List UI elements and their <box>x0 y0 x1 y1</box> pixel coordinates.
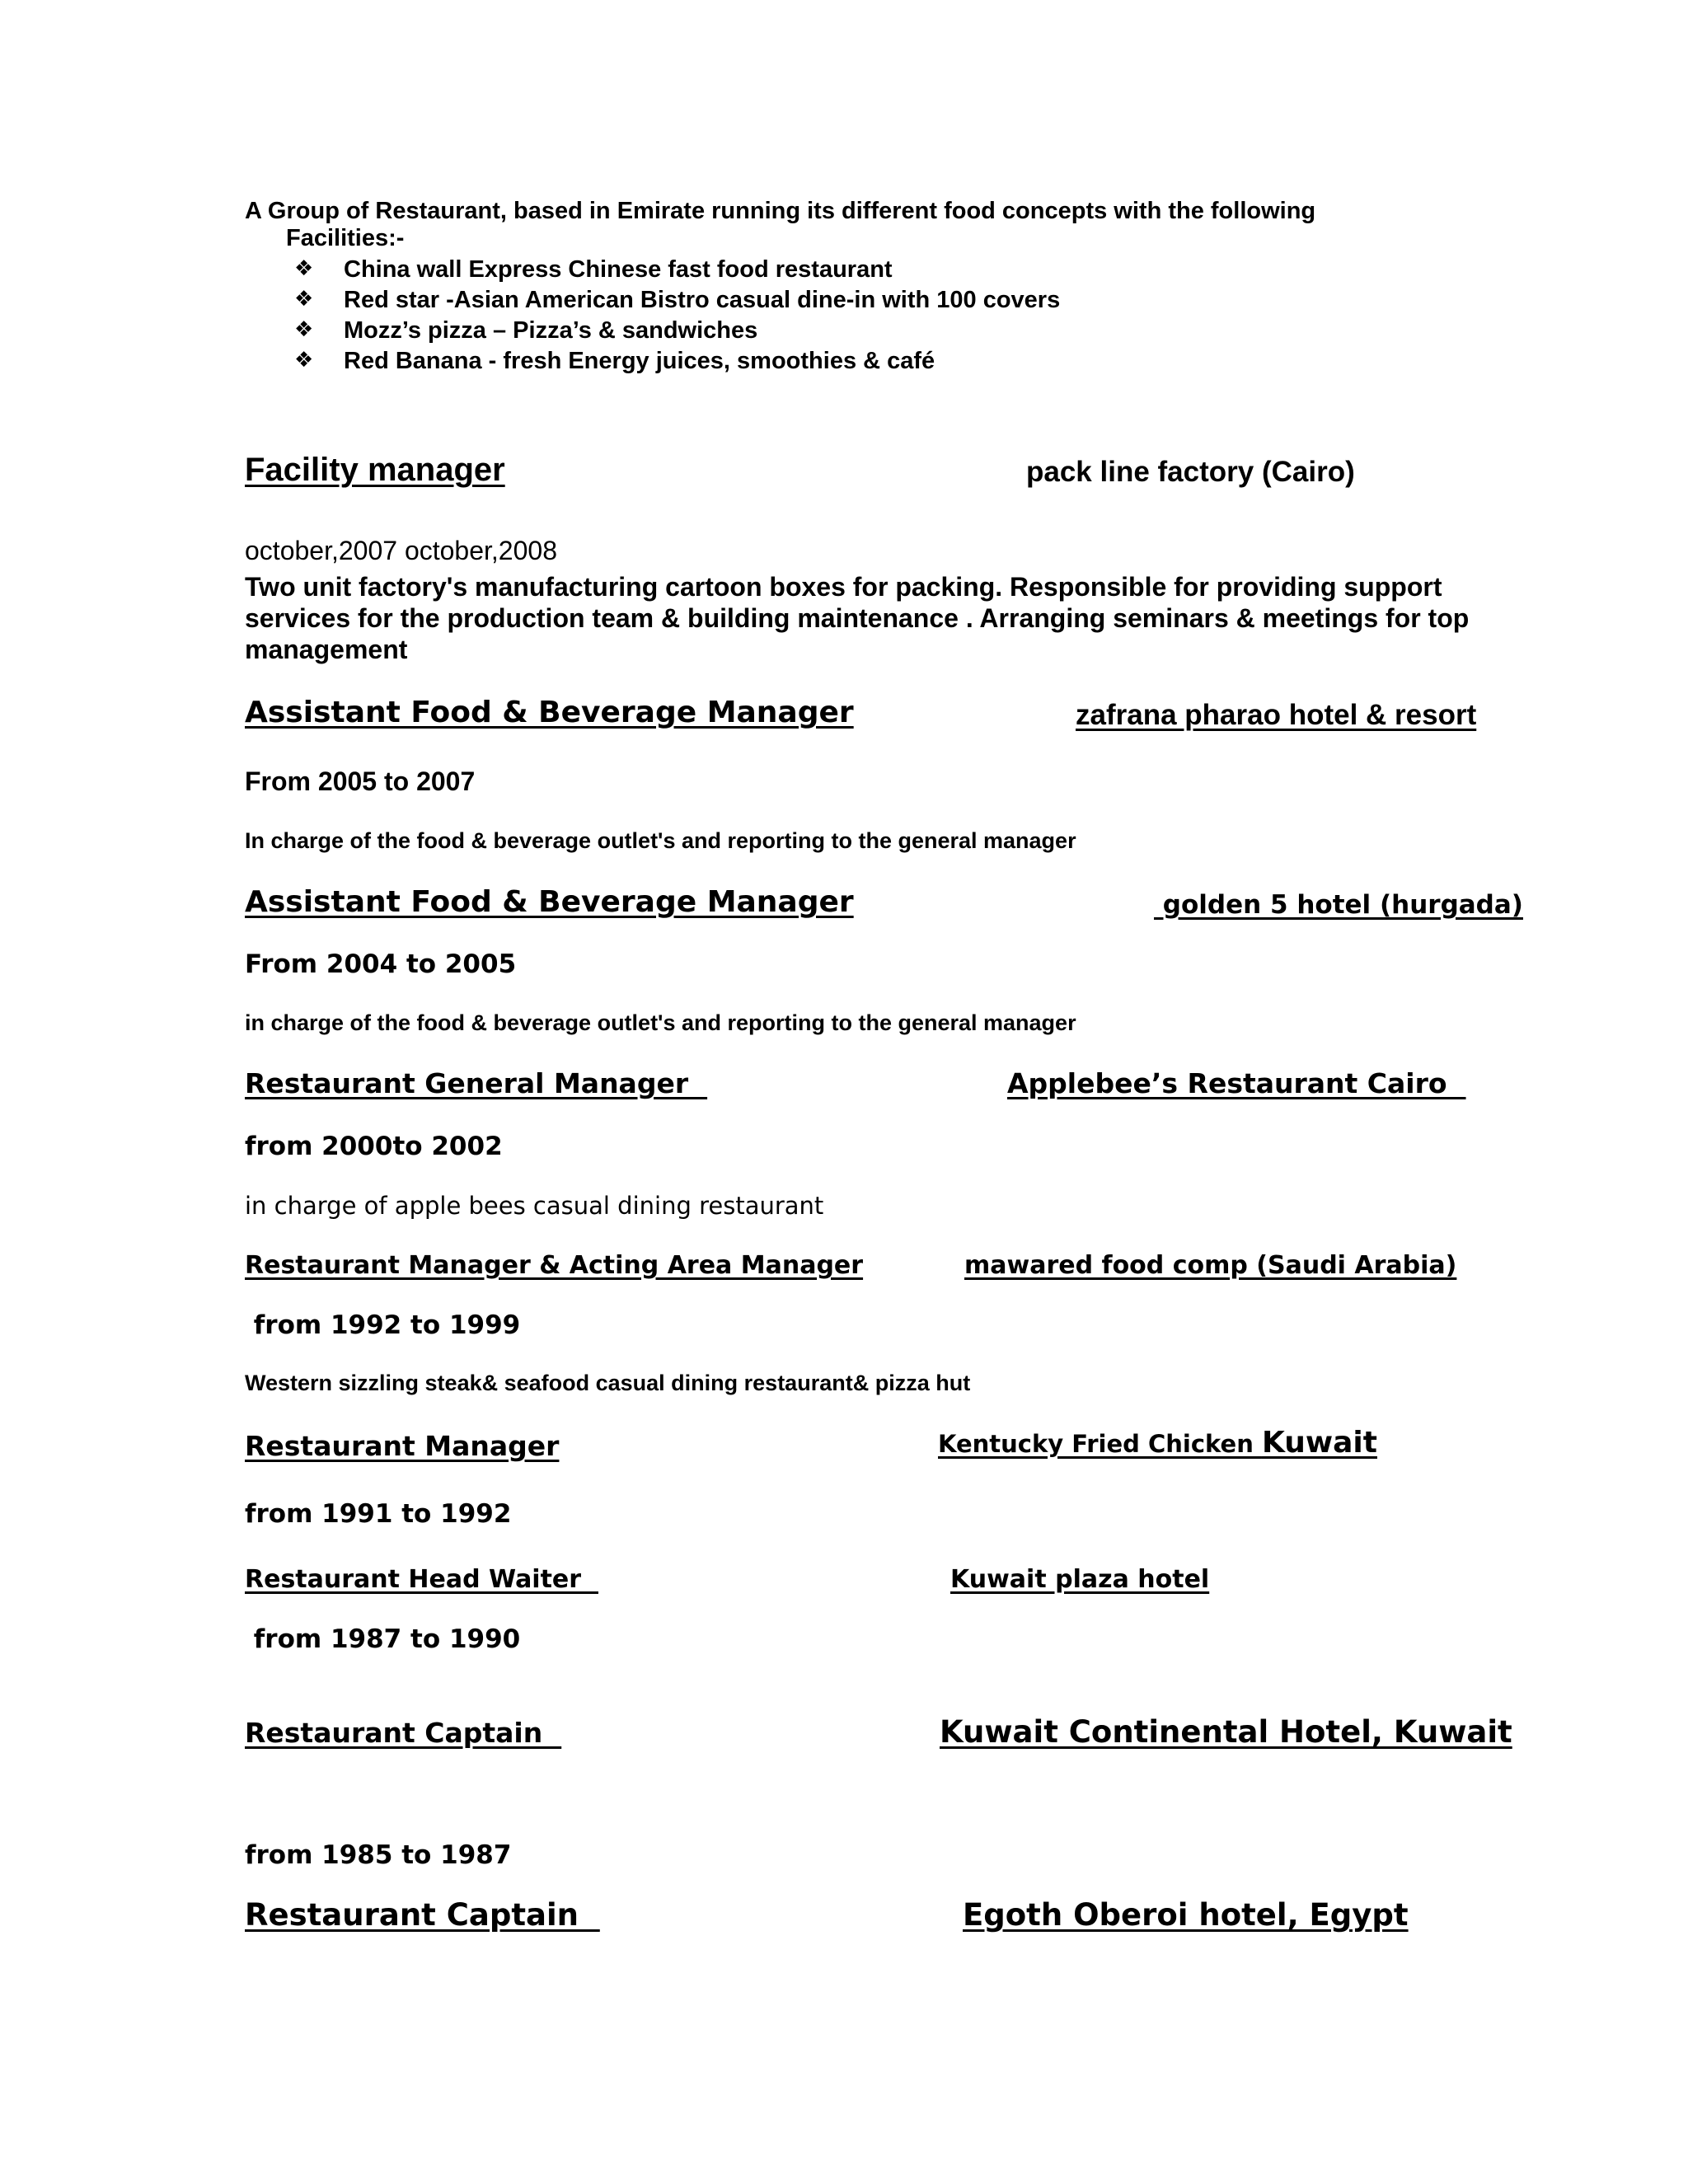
job-dates: from 1992 to 1999 <box>245 1310 521 1340</box>
job-company: Applebee’s Restaurant Cairo <box>1007 1067 1466 1099</box>
job-title: Facility manager <box>245 452 505 488</box>
intro-line: A Group of Restaurant, based in Emirate running its different food concepts with the following <box>245 198 1316 224</box>
job-dates: from 1991 to 1992 <box>245 1499 512 1529</box>
job-title: Restaurant Manager & Acting Area Manager <box>245 1251 864 1280</box>
job-description: Two unit factory's manufacturing cartoon boxes for packing. Responsible for providing support services for the production team & building maintenance . Arranging seminars & meetings for top management <box>245 572 1470 664</box>
job-description: in charge of the food & beverage outlet's and reporting to the general manager <box>245 1010 1076 1035</box>
job-company: Kuwait Continental Hotel, Kuwait <box>940 1714 1512 1750</box>
job-description: in charge of apple bees casual dining restaurant <box>245 1192 824 1220</box>
diamond-bullet-icon: ❖ <box>294 287 314 312</box>
job-description: Western sizzling steak& seafood casual dining restaurant& pizza hut <box>245 1371 971 1395</box>
company-name: Kentucky Fried Chicken <box>938 1430 1262 1458</box>
job-company <box>938 1428 1377 1458</box>
facility-name: Red star -Asian American Bistro casual dine-in with 100 covers <box>344 287 1061 313</box>
job-dates: From 2004 to 2005 <box>245 949 517 979</box>
company-location: Kuwait <box>1261 1426 1377 1460</box>
facility-name: Red Banana - fresh Energy juices, smoothies & café <box>344 348 935 374</box>
job-company: mawared food comp (Saudi Arabia) <box>964 1251 1457 1280</box>
job-title: Restaurant Captain <box>245 1897 600 1933</box>
job-title: Assistant Food & Beverage Manager <box>245 696 854 729</box>
job-title: Restaurant Head Waiter <box>245 1565 598 1594</box>
job-title: Restaurant Manager <box>245 1430 560 1462</box>
job-title: Assistant Food & Beverage Manager <box>245 885 854 919</box>
diamond-bullet-icon: ❖ <box>294 348 314 373</box>
facility-name: Mozz’s pizza – Pizza’s & sandwiches <box>344 317 758 344</box>
job-dates: from 1985 to 1987 <box>245 1840 512 1870</box>
job-company: golden 5 hotel (hurgada) <box>1154 890 1523 920</box>
facility-name: China wall Express Chinese fast food restaurant <box>344 256 893 283</box>
diamond-bullet-icon: ❖ <box>294 317 314 342</box>
job-dates: from 1987 to 1990 <box>245 1624 521 1654</box>
job-company: Kuwait plaza hotel <box>950 1565 1210 1594</box>
job-title: Restaurant General Manager <box>245 1067 708 1099</box>
job-description: In charge of the food & beverage outlet's and reporting to the general manager <box>245 828 1076 853</box>
diamond-bullet-icon: ❖ <box>294 256 314 281</box>
job-dates: from 2000to 2002 <box>245 1132 503 1161</box>
job-company: Egoth Oberoi hotel, Egypt <box>963 1897 1409 1933</box>
job-company: zafrana pharao hotel & resort <box>1076 699 1477 731</box>
job-company: pack line factory (Cairo) <box>1026 456 1355 488</box>
job-title: Restaurant Captain <box>245 1717 562 1749</box>
facilities-label: Facilities:- <box>286 225 405 251</box>
job-dates: From 2005 to 2007 <box>245 766 476 796</box>
job-dates: october,2007 october,2008 <box>245 536 557 565</box>
